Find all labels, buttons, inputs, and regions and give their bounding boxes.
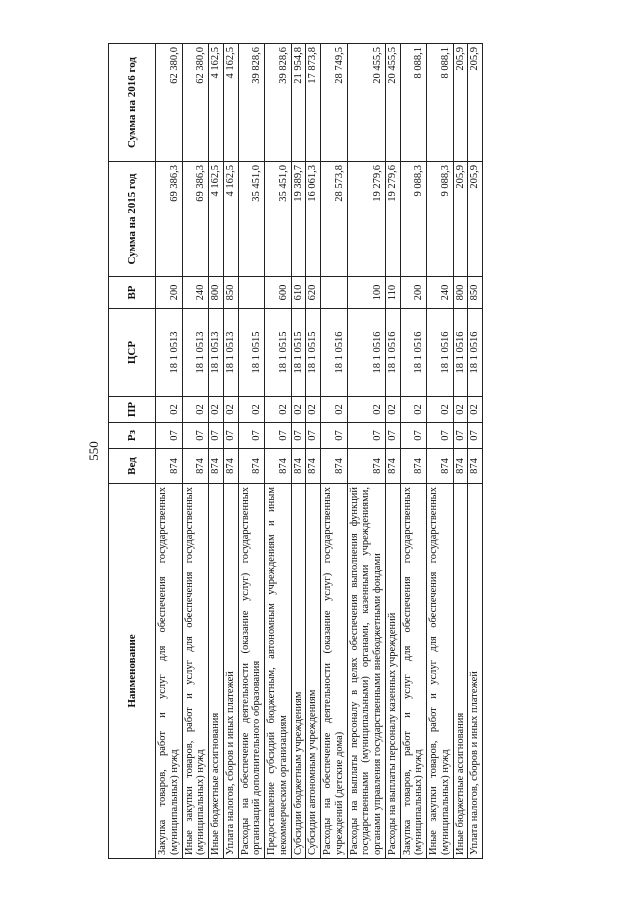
cell-rz: 07: [209, 423, 224, 449]
cell-sum-2015: 16 061,3: [306, 162, 321, 277]
cell-rz: 07: [182, 423, 209, 449]
table-row: [468, 44, 483, 859]
cell-name: Уплата налогов, сборов и иных платежей: [223, 484, 238, 859]
page-number: 550: [86, 441, 101, 461]
header-ved: Вед: [109, 449, 156, 484]
header-rz: Рз: [109, 423, 156, 449]
cell-pr: 02: [291, 397, 306, 423]
cell-pr: 02: [400, 397, 427, 423]
cell-pr: 02: [321, 397, 348, 423]
cell-vr: 610: [291, 277, 306, 309]
table-header-row: [109, 44, 156, 859]
cell-sum-2016: 39 828,6: [265, 44, 292, 162]
cell-ved: 874: [265, 449, 292, 484]
cell-csr: 18 1 0513: [223, 309, 238, 397]
table-row: [385, 44, 400, 859]
cell-vr: 110: [385, 277, 400, 309]
cell-csr: 18 1 0515: [265, 309, 292, 397]
cell-sum-2015: 205,9: [468, 162, 483, 277]
cell-sum-2015: 69 386,3: [182, 162, 209, 277]
cell-sum-2016: 17 873,8: [306, 44, 321, 162]
cell-pr: 02: [427, 397, 454, 423]
cell-pr: 02: [306, 397, 321, 423]
cell-sum-2016: 20 455,5: [385, 44, 400, 162]
cell-sum-2015: 19 279,6: [385, 162, 400, 277]
cell-vr: 850: [223, 277, 238, 309]
cell-vr: 240: [182, 277, 209, 309]
cell-pr: 02: [223, 397, 238, 423]
cell-csr: 18 1 0516: [347, 309, 385, 397]
cell-name: Иные бюджетные ассигнования: [453, 484, 468, 859]
rotated-table-container: [108, 44, 528, 859]
cell-rz: 07: [453, 423, 468, 449]
table-row: [265, 44, 292, 859]
cell-sum-2016: 4 162,5: [209, 44, 224, 162]
cell-csr: 18 1 0515: [306, 309, 321, 397]
cell-sum-2016: 62 380,0: [156, 44, 183, 162]
cell-name: Субсидии бюджетным учреждениям: [291, 484, 306, 859]
cell-pr: 02: [156, 397, 183, 423]
cell-sum-2016: 205,9: [453, 44, 468, 162]
cell-vr: 800: [453, 277, 468, 309]
cell-pr: 02: [209, 397, 224, 423]
cell-vr: [238, 277, 265, 309]
cell-csr: 18 1 0516: [321, 309, 348, 397]
cell-sum-2016: 205,9: [468, 44, 483, 162]
cell-ved: 874: [223, 449, 238, 484]
cell-csr: 18 1 0515: [238, 309, 265, 397]
cell-pr: 02: [385, 397, 400, 423]
cell-sum-2015: 9 088,3: [400, 162, 427, 277]
header-sum-2015: Сумма на 2015 год: [109, 162, 156, 277]
cell-sum-2015: 19 279,6: [347, 162, 385, 277]
table-row: [209, 44, 224, 859]
cell-sum-2015: 4 162,5: [223, 162, 238, 277]
cell-rz: 07: [427, 423, 454, 449]
cell-sum-2015: 19 389,7: [291, 162, 306, 277]
table-row: [238, 44, 265, 859]
cell-ved: 874: [453, 449, 468, 484]
cell-ved: 874: [209, 449, 224, 484]
cell-name: Субсидии автономным учреждениям: [306, 484, 321, 859]
cell-vr: 200: [400, 277, 427, 309]
cell-sum-2015: 9 088,3: [427, 162, 454, 277]
table-row: [306, 44, 321, 859]
cell-rz: 07: [265, 423, 292, 449]
cell-rz: 07: [291, 423, 306, 449]
table-row: [156, 44, 183, 859]
cell-rz: 07: [156, 423, 183, 449]
cell-pr: 02: [265, 397, 292, 423]
cell-sum-2016: 20 455,5: [347, 44, 385, 162]
table-row: [291, 44, 306, 859]
cell-name: Иные закупки товаров, работ и услуг для обеспечения государственных (муниципальных) нужд: [182, 484, 209, 859]
cell-rz: 07: [238, 423, 265, 449]
cell-sum-2015: 4 162,5: [209, 162, 224, 277]
cell-rz: 07: [223, 423, 238, 449]
cell-sum-2016: 39 828,6: [238, 44, 265, 162]
cell-sum-2016: 8 088,1: [400, 44, 427, 162]
cell-ved: 874: [468, 449, 483, 484]
cell-name: Уплата налогов, сборов и иных платежей: [468, 484, 483, 859]
cell-pr: 02: [347, 397, 385, 423]
cell-ved: 874: [321, 449, 348, 484]
cell-ved: 874: [385, 449, 400, 484]
cell-name: Расходы на обеспечение деятельности (оказание услуг) государственных учреждений (детские дома): [321, 484, 348, 859]
header-csr: ЦСР: [109, 309, 156, 397]
cell-vr: 600: [265, 277, 292, 309]
cell-csr: 18 1 0516: [468, 309, 483, 397]
cell-vr: 800: [209, 277, 224, 309]
cell-sum-2015: 69 386,3: [156, 162, 183, 277]
cell-sum-2016: 4 162,5: [223, 44, 238, 162]
table-row: [400, 44, 427, 859]
cell-ved: 874: [400, 449, 427, 484]
cell-sum-2015: 35 451,0: [265, 162, 292, 277]
cell-rz: 07: [468, 423, 483, 449]
cell-sum-2016: 8 088,1: [427, 44, 454, 162]
table-row: [427, 44, 454, 859]
cell-sum-2016: 62 380,0: [182, 44, 209, 162]
cell-name: Расходы на выплаты персоналу казенных учреждений: [385, 484, 400, 859]
cell-sum-2015: 35 451,0: [238, 162, 265, 277]
cell-pr: 02: [468, 397, 483, 423]
cell-ved: 874: [347, 449, 385, 484]
cell-rz: 07: [385, 423, 400, 449]
table-row: [182, 44, 209, 859]
cell-csr: 18 1 0513: [156, 309, 183, 397]
header-sum-2016: Сумма на 2016 год: [109, 44, 156, 162]
cell-vr: 850: [468, 277, 483, 309]
cell-sum-2015: 28 573,8: [321, 162, 348, 277]
cell-ved: 874: [238, 449, 265, 484]
cell-ved: 874: [306, 449, 321, 484]
cell-name: Расходы на выплаты персоналу в целях обеспечения выполнения функций государственными (муниципальными) органами, казенными учреждениями, органами управления государственными внебюджетными фондами: [347, 484, 385, 859]
table-row: [223, 44, 238, 859]
header-vr: ВР: [109, 277, 156, 309]
header-pr: ПР: [109, 397, 156, 423]
cell-sum-2016: 21 954,8: [291, 44, 306, 162]
cell-rz: 07: [347, 423, 385, 449]
cell-ved: 874: [156, 449, 183, 484]
cell-sum-2016: 28 749,5: [321, 44, 348, 162]
cell-ved: 874: [182, 449, 209, 484]
cell-name: Расходы на обеспечение деятельности (оказание услуг) государственных организаций дополнительного образования: [238, 484, 265, 859]
table-row: [321, 44, 348, 859]
cell-csr: 18 1 0516: [385, 309, 400, 397]
cell-pr: 02: [453, 397, 468, 423]
cell-name: Закупка товаров, работ и услуг для обеспечения государственных (муниципальных) нужд: [400, 484, 427, 859]
cell-sum-2015: 205,9: [453, 162, 468, 277]
cell-csr: 18 1 0516: [453, 309, 468, 397]
cell-csr: 18 1 0515: [291, 309, 306, 397]
cell-name: Закупка товаров, работ и услуг для обеспечения государственных (муниципальных) нужд: [156, 484, 183, 859]
cell-vr: 240: [427, 277, 454, 309]
table-row: [453, 44, 468, 859]
cell-pr: 02: [182, 397, 209, 423]
cell-ved: 874: [291, 449, 306, 484]
table-row: [347, 44, 385, 859]
cell-name: Иные бюджетные ассигнования: [209, 484, 224, 859]
cell-csr: 18 1 0513: [182, 309, 209, 397]
cell-vr: [321, 277, 348, 309]
cell-csr: 18 1 0513: [209, 309, 224, 397]
cell-ved: 874: [427, 449, 454, 484]
cell-name: Предоставление субсидий бюджетным, автономным учреждениям и иным некоммерческим организациям: [265, 484, 292, 859]
cell-pr: 02: [238, 397, 265, 423]
cell-name: Иные закупки товаров, работ и услуг для обеспечения государственных (муниципальных) нужд: [427, 484, 454, 859]
table-body: [156, 44, 483, 859]
cell-rz: 07: [321, 423, 348, 449]
cell-csr: 18 1 0516: [400, 309, 427, 397]
header-name: Наименование: [109, 484, 156, 859]
cell-csr: 18 1 0516: [427, 309, 454, 397]
budget-table: [108, 43, 483, 859]
cell-vr: 200: [156, 277, 183, 309]
cell-vr: 620: [306, 277, 321, 309]
cell-vr: 100: [347, 277, 385, 309]
cell-rz: 07: [400, 423, 427, 449]
cell-rz: 07: [306, 423, 321, 449]
